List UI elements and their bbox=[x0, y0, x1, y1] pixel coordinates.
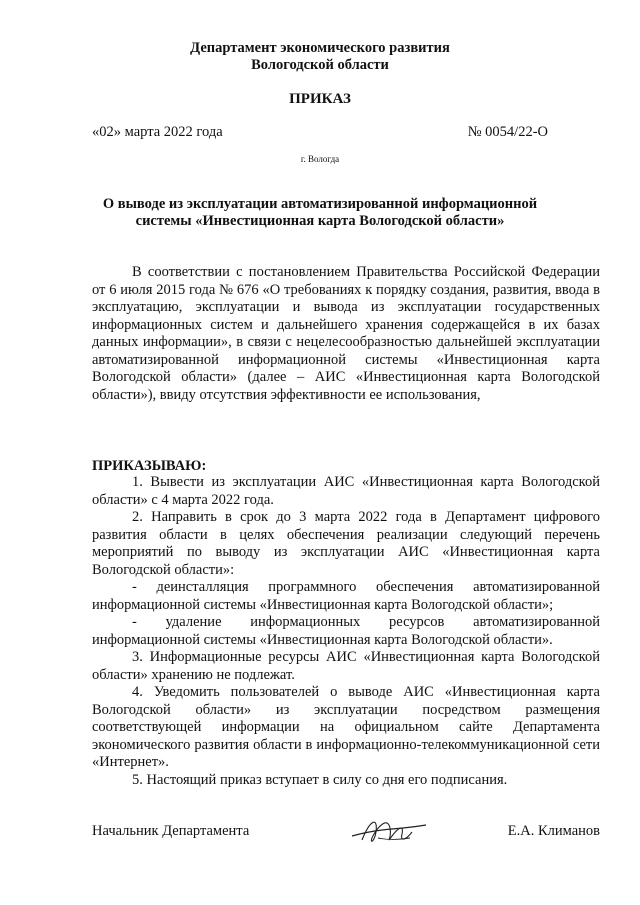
department-header-line2: Вологодской области bbox=[251, 57, 389, 73]
order-number: № 0054/22-О bbox=[467, 124, 548, 140]
order-subject bbox=[0, 196, 640, 230]
order-item-3: 3. Информационные ресурсы АИС «Инвестиционная карта Вологодской области» хранению не подлежат. bbox=[92, 649, 600, 683]
order-items bbox=[92, 474, 600, 789]
order-item-2: 2. Направить в срок до 3 марта 2022 года в Департамент цифрового развития области в целях обеспечения реализации следующий перечень мероприятий по выводу из эксплуатации АИС «Инвестиционная карта Вологодской области»: bbox=[92, 509, 600, 578]
department-header-line1: Департамент экономического развития bbox=[190, 40, 450, 56]
order-date: «02» марта 2022 года bbox=[92, 124, 223, 140]
order-item-1: 1. Вывести из эксплуатации АИС «Инвестиционная карта Вологодской области» с 4 марта 2022 года. bbox=[92, 474, 600, 508]
signatory-position: Начальник Департамента bbox=[92, 823, 250, 839]
department-header bbox=[0, 40, 640, 74]
doc-type-title: ПРИКАЗ bbox=[289, 91, 351, 107]
order-item-4: 4. Уведомить пользователей о выводе АИС «Инвестиционная карта Вологодской области» из эксплуатации посредством размещения соответствующей информации на официальном сайте Департамента экономического развития области в информационно-телекоммуникационной сети «Интернет». bbox=[92, 684, 600, 770]
signature-row bbox=[92, 823, 600, 840]
signatory-name: Е.А. Климанов bbox=[507, 823, 600, 839]
order-word: ПРИКАЗЫВАЮ: bbox=[92, 458, 207, 474]
preamble-block bbox=[92, 264, 600, 404]
preamble-text: В соответствии с постановлением Правительства Российской Федерации от 6 июля 2015 года № 676 «О требованиях к порядку создания, развития, ввода в эксплуатацию, эксплуатации и вывода из эксплуатации государственных информационных систем и дальнейшего хранения содержащейся в их базах данных информации», в связи с нецелесообразностью дальнейшей эксплуатации автоматизированной информационной системы «Инвестиционная карта Вологодской области» (далее – АИС «Инвестиционная карта Вологодской области»), ввиду отсутствия эффективности ее использования, bbox=[92, 264, 600, 403]
date-number-row bbox=[92, 124, 548, 141]
handwritten-signature bbox=[348, 810, 428, 848]
order-subject-line2: системы «Инвестиционная карта Вологодской области» bbox=[135, 213, 505, 229]
order-item-2-sub-2: - удаление информационных ресурсов автоматизированной информационной системы «Инвестиционная карта Вологодской области». bbox=[92, 614, 600, 648]
city-label: г. Вологда bbox=[300, 154, 340, 164]
order-item-5: 5. Настоящий приказ вступает в силу со дня его подписания. bbox=[132, 771, 508, 788]
order-item-2-sub-1: - деинсталляция программного обеспечения автоматизированной информационной системы «Инвестиционная карта Вологодской области»; bbox=[92, 579, 600, 613]
order-subject-line1: О выводе из эксплуатации автоматизированной информационной bbox=[102, 196, 538, 212]
